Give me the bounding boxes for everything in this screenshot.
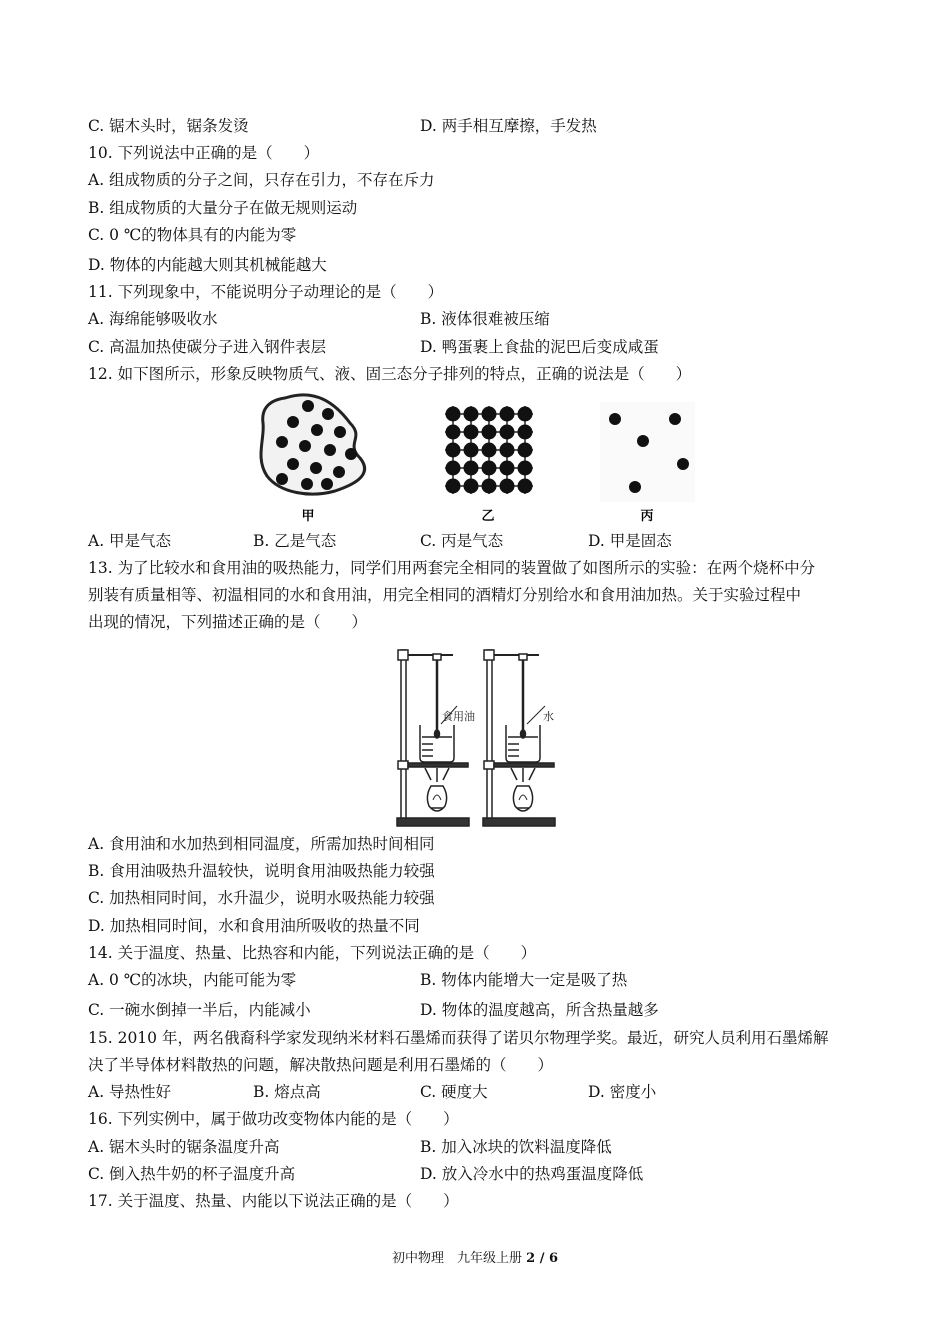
option-14c: C. 一碗水倒掉一半后，内能减小 — [88, 1001, 311, 1019]
option-15b: B. 熔点高 — [253, 1083, 321, 1101]
solid-molecule — [500, 461, 515, 476]
option-9c: C. 锯木头时，锯条发烫 — [88, 117, 249, 135]
option-16d: D. 放入冷水中的热鸡蛋温度降低 — [420, 1165, 644, 1183]
option-14a: A. 0 ℃的冰块，内能可能为零 — [88, 971, 297, 989]
option-10a: A. 组成物质的分子之间，只存在引力，不存在斥力 — [88, 171, 435, 189]
option-11b: B. 液体很难被压缩 — [420, 310, 550, 328]
solid-molecule — [464, 443, 479, 458]
question-13-line2: 别装有质量相等、初温相同的水和食用油，用完全相同的酒精灯分别给水和食用油加热。关于实验过程中 — [88, 586, 802, 604]
question-13-line1: 13. 为了比较水和食用油的吸热能力，同学们用两套完全相同的装置做了如图所示的实验：在两个烧杯中分 — [88, 559, 816, 577]
label-jia: 甲 — [301, 509, 315, 524]
solid-molecule — [482, 479, 497, 494]
option-13a: A. 食用油和水加热到相同温度，所需加热时间相同 — [88, 835, 435, 853]
solid-molecule — [500, 425, 515, 440]
label-water: 水 — [543, 710, 554, 723]
question-10: 10. 下列说法中正确的是（ ） — [88, 144, 320, 162]
page-footer — [0, 1250, 950, 1268]
figure-yi — [445, 406, 533, 494]
solid-molecule — [518, 461, 533, 476]
solid-molecule — [482, 425, 497, 440]
clamp — [398, 650, 408, 660]
option-16a: A. 锯木头时的锯条温度升高 — [88, 1138, 280, 1156]
solid-molecule — [446, 461, 461, 476]
option-15c: C. 硬度大 — [420, 1083, 488, 1101]
solid-molecule — [518, 407, 533, 422]
option-15d: D. 密度小 — [588, 1083, 657, 1101]
apparatus-water — [483, 650, 555, 826]
solid-molecule — [464, 461, 479, 476]
stand-rod — [487, 650, 492, 818]
question-17: 17. 关于温度、热量、内能以下说法正确的是（ ） — [88, 1192, 459, 1210]
solid-molecule — [482, 461, 497, 476]
option-10c: C. 0 ℃的物体具有的内能为零 — [88, 226, 297, 244]
figure-jia — [261, 395, 365, 524]
option-12d: D. 甲是固态 — [588, 532, 672, 550]
label-yi: 乙 — [481, 509, 495, 524]
molecule-arrangement-figure — [255, 388, 705, 528]
stand-base — [397, 818, 469, 826]
solid-molecule — [482, 407, 497, 422]
option-14d: D. 物体的温度越高，所含热量越多 — [420, 1001, 659, 1019]
option-11c: C. 高温加热使碳分子进入钢件表层 — [88, 338, 327, 356]
option-16b: B. 加入冰块的饮料温度降低 — [420, 1138, 612, 1156]
solid-molecule — [464, 425, 479, 440]
option-12c: C. 丙是气态 — [420, 532, 504, 550]
clamp — [484, 650, 494, 660]
option-11a: A. 海绵能够吸收水 — [88, 310, 218, 328]
heating-apparatus-figure — [395, 640, 565, 830]
apparatus-oil — [397, 650, 469, 826]
solid-molecule — [446, 425, 461, 440]
solid-molecule — [518, 443, 533, 458]
option-16c: C. 倒入热牛奶的杯子温度升高 — [88, 1165, 296, 1183]
label-oil: 食用油 — [442, 710, 475, 723]
question-11: 11. 下列现象中，不能说明分子动理论的是（ ） — [88, 283, 444, 301]
stand-base — [483, 818, 555, 826]
solid-molecule — [446, 407, 461, 422]
wire-gauze — [494, 763, 554, 767]
option-15a: A. 导热性好 — [88, 1083, 172, 1101]
solid-molecule — [518, 479, 533, 494]
question-15-line1: 15. 2010 年，两名俄裔科学家发现纳米材料石墨烯而获得了诺贝尔物理学奖。最近，研究人员利用石墨烯解 — [88, 1029, 829, 1047]
solid-molecule — [446, 479, 461, 494]
question-14: 14. 关于温度、热量、比热容和内能，下列说法正确的是（ ） — [88, 944, 537, 962]
question-16: 16. 下列实例中，属于做功改变物体内能的是（ ） — [88, 1110, 459, 1128]
solid-molecule — [518, 425, 533, 440]
option-13c: C. 加热相同时间，水升温少，说明水吸热能力较强 — [88, 889, 435, 907]
footer-text: 初中物理 九年级上册 — [391, 1251, 522, 1266]
option-11d: D. 鸭蛋裹上食盐的泥巴后变成咸蛋 — [420, 338, 659, 356]
question-15-line2: 决了半导体材料散热的问题，解决散热问题是利用石墨烯的（ ） — [88, 1056, 554, 1074]
wire-gauze — [408, 763, 468, 767]
solid-molecule — [464, 479, 479, 494]
solid-molecule — [464, 407, 479, 422]
page-number: 2 / 6 — [526, 1251, 559, 1266]
option-12b: B. 乙是气态 — [253, 532, 337, 550]
solid-molecule — [500, 479, 515, 494]
option-13b: B. 食用油吸热升温较快，说明食用油吸热能力较强 — [88, 862, 435, 880]
stand-rod — [401, 650, 406, 818]
option-12a: A. 甲是气态 — [88, 532, 172, 550]
option-10d: D. 物体的内能越大则其机械能越大 — [88, 256, 327, 274]
option-13d: D. 加热相同时间，水和食用油所吸收的热量不同 — [88, 917, 420, 935]
label-bing: 丙 — [640, 509, 654, 524]
option-9d: D. 两手相互摩擦，手发热 — [420, 117, 597, 135]
question-12: 12. 如下图所示，形象反映物质气、液、固三态分子排列的特点，正确的说法是（ ） — [88, 365, 692, 383]
solid-molecule — [500, 443, 515, 458]
question-13-line3: 出现的情况，下列描述正确的是（ ） — [88, 613, 368, 631]
solid-molecule — [500, 407, 515, 422]
solid-molecule — [446, 443, 461, 458]
solid-molecule — [482, 443, 497, 458]
option-14b: B. 物体内能增大一定是吸了热 — [420, 971, 628, 989]
option-10b: B. 组成物质的大量分子在做无规则运动 — [88, 199, 358, 217]
figure-bing — [600, 402, 695, 524]
